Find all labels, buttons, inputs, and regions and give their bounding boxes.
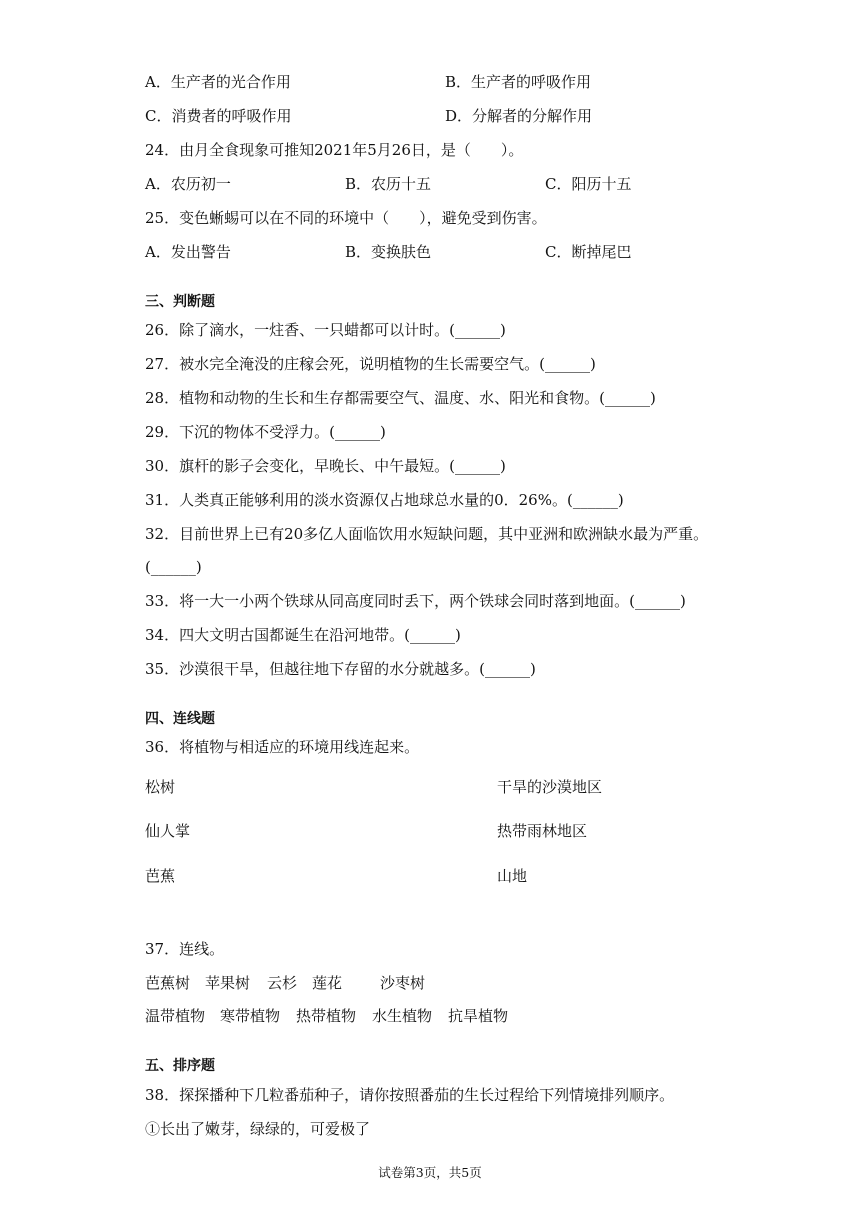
q36-stem: 36．将植物与相适应的环境用线连起来。 [145, 738, 420, 756]
q24-option-a: A．农历初一 [145, 175, 231, 193]
tree-item: 莲花 [312, 974, 343, 992]
plant-item: 松树 [145, 778, 176, 796]
tree-item: 云杉 [267, 974, 298, 992]
plant-item: 芭蕉 [145, 867, 176, 885]
q25-stem: 25．变色蜥蜴可以在不同的环境中（ ），避免受到伤害。 [145, 209, 547, 227]
q25-option-b: B．变换肤色 [345, 243, 432, 261]
q23-option-a: A．生产者的光合作用 [145, 73, 291, 91]
plant-type-item: 热带植物 [296, 1007, 357, 1025]
tree-item: 苹果树 [205, 974, 251, 992]
q33: 33．将一大一小两个铁球从同高度同时丢下，两个铁球会同时落到地面。(______) [145, 592, 686, 610]
q32-blank: (______) [145, 558, 202, 576]
section-4-title: 四、连线题 [145, 711, 215, 727]
q28: 28．植物和动物的生长和生存都需要空气、温度、水、阳光和食物。(______) [145, 389, 656, 407]
q25-option-a: A．发出警告 [145, 243, 231, 261]
q24-option-c: C．阳历十五 [545, 175, 632, 193]
q24-stem: 24．由月全食现象可推知2021年5月26日，是（ ）。 [145, 141, 524, 159]
tree-item: 沙枣树 [380, 974, 426, 992]
plant-type-item: 寒带植物 [220, 1007, 281, 1025]
q38-step-1: ①长出了嫩芽，绿绿的，可爱极了 [145, 1120, 371, 1138]
q30: 30．旗杆的影子会变化，早晚长、中午最短。(______) [145, 457, 506, 475]
q31: 31．人类真正能够利用的淡水资源仅占地球总水量的0．26%。(______) [145, 491, 624, 509]
tree-item: 芭蕉树 [145, 974, 191, 992]
q23-option-b: B．生产者的呼吸作用 [445, 73, 592, 91]
q27: 27．被水完全淹没的庄稼会死，说明植物的生长需要空气。(______) [145, 355, 596, 373]
plant-item: 仙人掌 [145, 822, 191, 840]
q25-option-c: C．断掉尾巴 [545, 243, 632, 261]
environment-item: 热带雨林地区 [497, 822, 588, 840]
section-5-title: 五、排序题 [145, 1058, 215, 1074]
q24-option-b: B．农历十五 [345, 175, 432, 193]
q29: 29．下沉的物体不受浮力。(______) [145, 423, 386, 441]
q38-stem: 38．探探播种下几粒番茄种子，请你按照番茄的生长过程给下列情境排列顺序。 [145, 1086, 675, 1104]
plant-type-item: 温带植物 [145, 1007, 206, 1025]
q26: 26．除了滴水，一炷香、一只蜡都可以计时。(______) [145, 321, 506, 339]
section-3-title: 三、判断题 [145, 294, 215, 310]
q34: 34．四大文明古国都诞生在沿河地带。(______) [145, 626, 461, 644]
plant-type-item: 水生植物 [372, 1007, 433, 1025]
plant-type-item: 抗旱植物 [448, 1007, 509, 1025]
q23-option-d: D．分解者的分解作用 [445, 107, 593, 125]
q37-stem: 37．连线。 [145, 940, 225, 958]
q35: 35．沙漠很干旱，但越往地下存留的水分就越多。(______) [145, 660, 536, 678]
page-footer: 试卷第3页，共5页 [378, 1165, 482, 1180]
q23-option-c: C．消费者的呼吸作用 [145, 107, 292, 125]
environment-item: 干旱的沙漠地区 [497, 778, 603, 796]
environment-item: 山地 [497, 867, 528, 885]
q32: 32．目前世界上已有20多亿人面临饮用水短缺问题，其中亚洲和欧洲缺水最为严重。 [145, 525, 709, 543]
